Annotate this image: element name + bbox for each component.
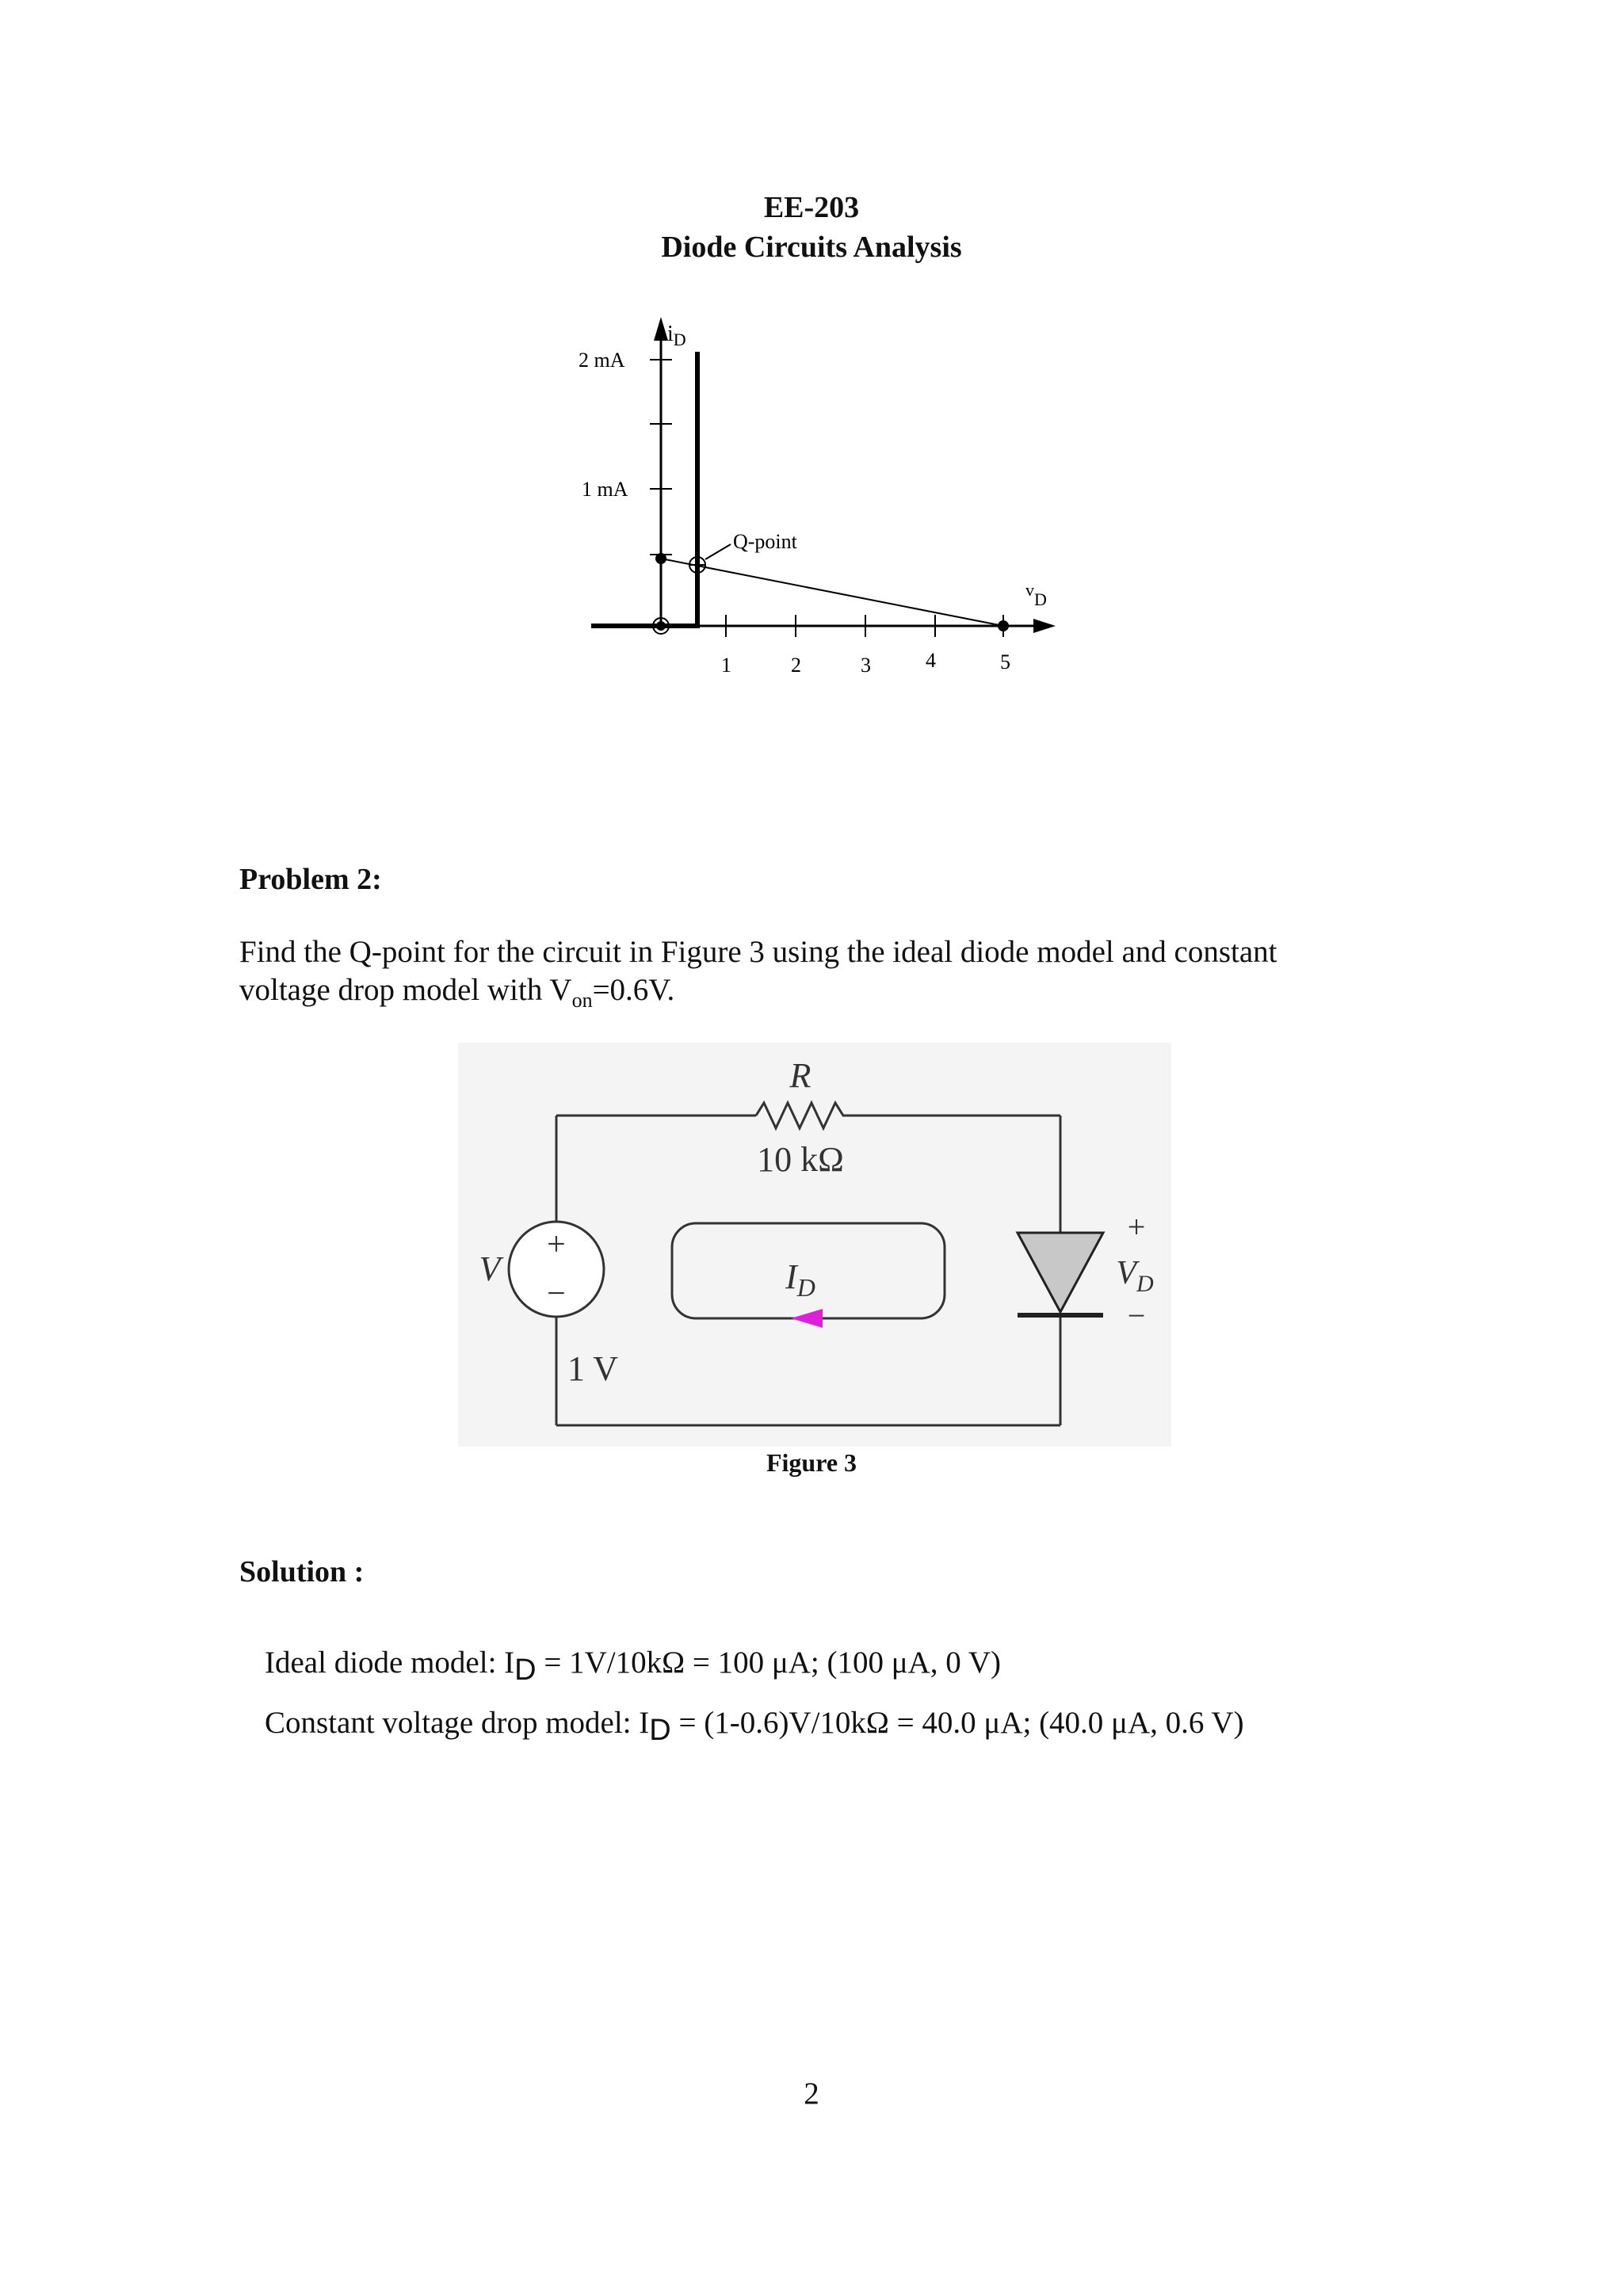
voltage-source-plus: + <box>547 1226 566 1263</box>
x-axis-arrow <box>1033 619 1056 633</box>
y-axis-label: $i_D$ <box>667 322 686 349</box>
document-title: Diode Circuits Analysis <box>661 231 962 264</box>
diode-voltage-label: $V_D$ <box>1116 1255 1154 1297</box>
load-line-x-intercept-dot <box>998 620 1009 631</box>
course-code: EE-203 <box>763 191 860 224</box>
solution-ideal-diode: Ideal diode model: $I_D = 1V/10k\Omega = 100$ μA; (100 μA, 0 V) <box>265 1646 1001 1687</box>
load-line-y-intercept-dot <box>655 553 666 564</box>
x-tick-label-5: 5 <box>1000 650 1010 673</box>
x-tick-label-4: 4 <box>926 649 936 672</box>
voltage-source-label: V <box>479 1249 501 1288</box>
origin-dot <box>656 621 666 631</box>
solution-heading: Solution : <box>239 1555 365 1589</box>
problem-statement <box>239 933 1277 1020</box>
problem-line-2: voltage drop model with $V_{on}=0.6V$. <box>239 973 675 1012</box>
problem-heading: Problem 2: <box>239 863 382 896</box>
q-point-leader <box>705 544 731 559</box>
figure-caption: Figure 3 <box>766 1448 857 1477</box>
x-tick-label-1: 1 <box>721 654 731 677</box>
voltage-source-minus: − <box>547 1276 566 1312</box>
current-label: $I_D$ <box>785 1257 815 1302</box>
load-line <box>661 559 1003 626</box>
resistor-label: R <box>789 1056 812 1095</box>
x-axis-label: vD <box>1025 580 1047 609</box>
x-tick-label-3: 3 <box>861 654 871 677</box>
solution-constant-voltage-drop: Constant voltage drop model: $I_D = (1-0.6)V/10k\Omega = 40.0$ μA; (40.0 μA, 0.6 V) <box>265 1706 1244 1747</box>
y-tick-label-1ma: 1 mA <box>582 478 628 501</box>
y-tick-label-2ma: 2 mA <box>579 349 625 372</box>
y-axis-arrow <box>654 317 668 341</box>
x-tick-label-2: 2 <box>791 654 801 677</box>
q-point-label: Q-point <box>733 530 797 553</box>
circuit-figure-3 <box>458 1043 1171 1447</box>
problem-line-1: Find the Q-point for the circuit in Figure 3 using the ideal diode model and constant <box>239 935 1277 969</box>
page-number: 2 <box>804 2077 819 2111</box>
diode-minus: − <box>1127 1298 1146 1333</box>
iv-characteristic-plot <box>555 309 1078 689</box>
resistor-value: 10 kΩ <box>757 1140 844 1179</box>
diode-plus: + <box>1127 1209 1146 1245</box>
voltage-source-value: 1 V <box>567 1349 618 1388</box>
